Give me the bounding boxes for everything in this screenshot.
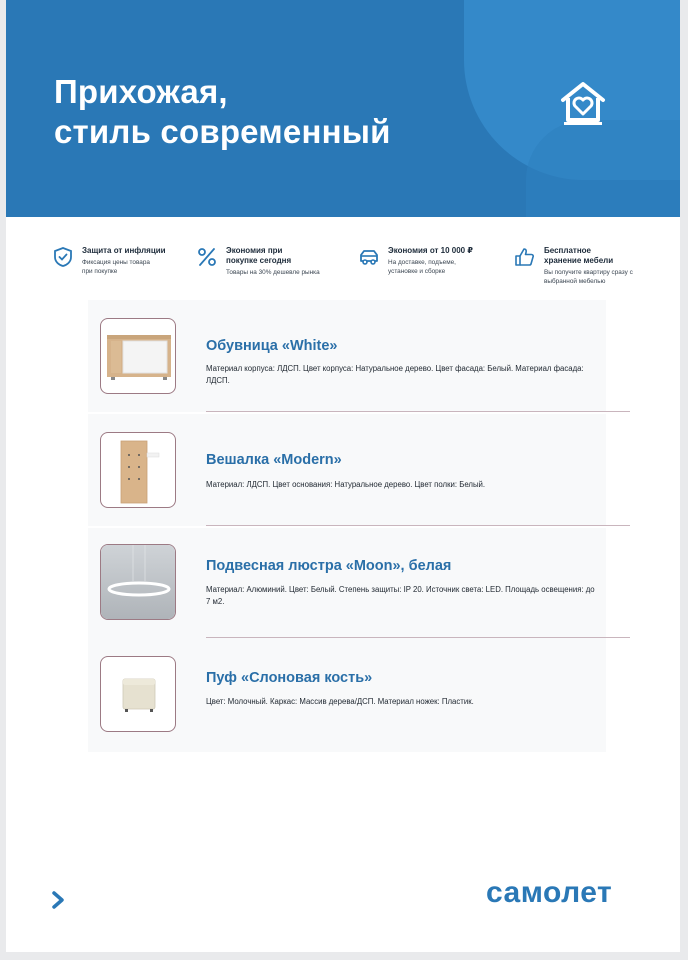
divider <box>206 525 630 526</box>
product-image-chandelier <box>100 544 176 620</box>
product-image-shoe-cabinet <box>100 318 176 394</box>
benefit-subtitle: Вы получите квартиру сразу с выбранной мебелью <box>544 269 633 285</box>
product-name: Вешалка «Modern» <box>206 452 342 468</box>
benefit-title: Бесплатное хранение мебели <box>544 246 614 265</box>
coat-rack-illustration <box>101 433 176 508</box>
benefit-title: Экономия при покупке сегодня <box>226 246 292 265</box>
document-page <box>6 0 680 952</box>
product-description: Материал: ЛДСП. Цвет основания: Натуральное дерево. Цвет полки: Белый. <box>206 480 486 489</box>
product-description: Материал: Алюминий. Цвет: Белый. Степень защиты: IP 20. Источник света: LED. Площадь освещения: до 7 м2. <box>206 585 595 606</box>
product-item[interactable] <box>88 300 606 412</box>
header-banner <box>6 0 680 217</box>
product-name: Подвесная люстра «Moon», белая <box>206 558 452 574</box>
product-description: Материал корпуса: ЛДСП. Цвет корпуса: Натуральное дерево. Цвет фасада: Белый. Материал фасада: ЛДСП. <box>206 364 584 385</box>
product-name: Пуф «Слоновая кость» <box>206 670 373 686</box>
benefit-subtitle: На доставке, подъеме, установке и сборке <box>388 259 456 275</box>
house-heart-icon <box>558 78 608 128</box>
chevron-right-icon[interactable] <box>50 890 68 910</box>
shield-check-icon <box>52 246 74 268</box>
benefits-row <box>6 244 680 294</box>
product-name: Обувница «White» <box>206 338 338 354</box>
percent-icon <box>196 246 218 268</box>
product-description: Цвет: Молочный. Каркас: Массив дерева/ДСП. Материал ножек: Пластик. <box>206 697 474 706</box>
benefit-title: Защита от инфляции <box>82 246 166 255</box>
divider <box>206 411 630 412</box>
chandelier-illustration <box>101 545 176 620</box>
benefit-subtitle: Фиксация цены товара при покупке <box>82 259 150 275</box>
benefit-subtitle: Товары на 30% дешевле рынка <box>226 269 320 276</box>
product-item[interactable] <box>88 640 606 752</box>
product-item[interactable] <box>88 414 606 526</box>
shoe-cabinet-illustration <box>101 319 176 394</box>
page-title <box>54 72 391 152</box>
page-title-line-2: стиль современный <box>54 113 391 150</box>
product-item[interactable] <box>88 528 606 640</box>
page-title-line-1: Прихожая, <box>54 73 228 110</box>
divider <box>206 637 630 638</box>
header-decoration-secondary <box>526 120 680 217</box>
pouf-illustration <box>101 657 176 732</box>
truck-icon <box>358 246 380 268</box>
brand-logo-text: самолет <box>486 876 613 909</box>
thumbs-up-icon <box>514 246 536 268</box>
benefit-title: Экономия от 10 000 ₽ <box>388 246 473 255</box>
product-image-pouf <box>100 656 176 732</box>
product-image-coat-rack <box>100 432 176 508</box>
